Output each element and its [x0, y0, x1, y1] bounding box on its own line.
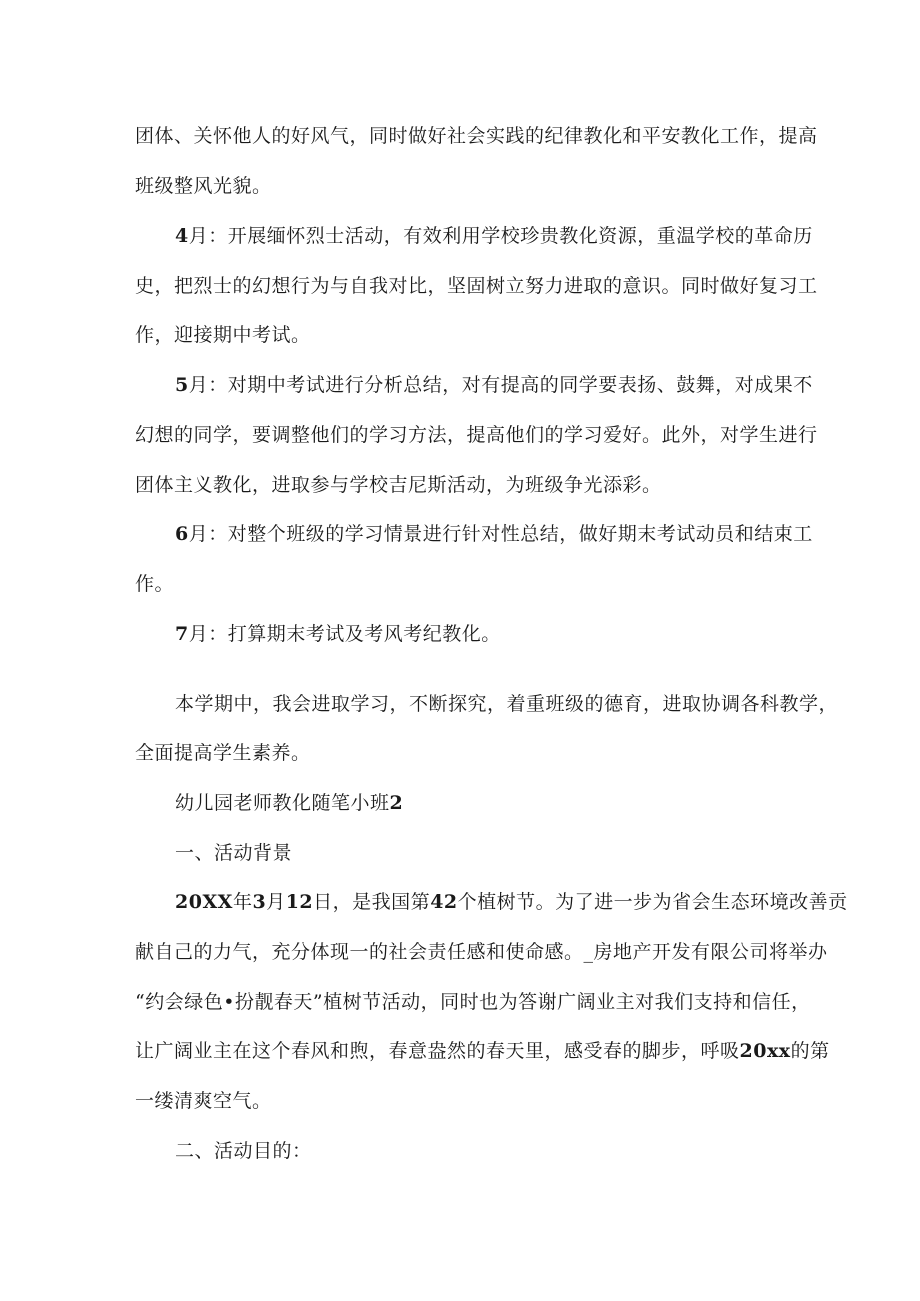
may-text-1: 月：对期中考试进行分析总结，对有提高的同学要表扬、鼓舞，对成果不: [188, 374, 813, 396]
july-line-1: [175, 622, 785, 646]
background-line-4: [135, 1039, 830, 1063]
april-line-2: 史，把烈士的幻想行为与自我对比，坚固树立努力进取的意识。同时做好复习工: [135, 275, 818, 297]
background-line-2: 献自己的力气，充分体现一的社会责任感和使命感。_房地产开发有限公司将举办: [135, 941, 828, 963]
background-line-5: 一缕清爽空气。: [135, 1090, 272, 1112]
summary-line-2: 全面提高学生素养。: [135, 742, 311, 764]
paragraph-1-line-1: 团体、关怀他人的好风气，同时做好社会实践的纪律教化和平安教化工作，提高: [135, 125, 818, 147]
month-value: 3: [252, 891, 267, 913]
day-value: 12: [285, 891, 314, 913]
background-line-1: [175, 890, 848, 914]
year-value: 20XX: [175, 891, 233, 913]
may-line-2: 幻想的同学，要调整他们的学习方法，提高他们的学习爱好。此外，对学生进行: [135, 424, 818, 446]
heading-activity-purpose: 二、活动目的：: [175, 1140, 312, 1162]
section-title-number: 2: [389, 792, 404, 814]
tree-day-count: 42: [430, 891, 458, 913]
june-text-1: 月：对整个班级的学习情景进行针对性总结，做好期末考试动员和结束工: [188, 523, 813, 545]
april-text-1: 月：开展缅怀烈士活动，有效利用学校珍贵教化资源，重温学校的革命历: [188, 225, 813, 247]
july-text-1: 月：打算期末考试及考风考纪教化。: [188, 623, 501, 645]
month-number-6: 6: [175, 523, 189, 545]
month-unit: 月: [266, 891, 286, 913]
april-line-1: [175, 224, 813, 248]
day-unit: 日: [313, 891, 333, 913]
june-line-2: 作。: [135, 573, 175, 595]
background-text-4b: 的第: [790, 1040, 830, 1062]
section-title: [175, 791, 785, 815]
april-line-3: 作，迎接期中考试。: [135, 324, 311, 346]
heading-activity-background: 一、活动背景: [175, 842, 293, 864]
background-text-4a: 让广阔业主在这个春风和煦，春意盎然的春天里，感受春的脚步，呼吸: [135, 1040, 740, 1062]
may-line-3: 团体主义教化，进取参与学校吉尼斯活动，为班级争光添彩。: [135, 474, 662, 496]
paragraph-1-line-2: 班级整风光貌。: [135, 175, 272, 197]
month-number-5: 5: [175, 374, 189, 396]
background-line-3: “约会绿色•扮靓春天”植树节活动，同时也为答谢广阔业主对我们支持和信任，: [135, 991, 811, 1013]
background-text-1a: ，是我国第: [332, 891, 431, 913]
section-title-text: 幼儿园老师教化随笔小班: [175, 792, 390, 814]
month-number-4: 4: [175, 225, 189, 247]
background-text-1b: 个植树节。为了进一步为省会生态环境改善贡: [457, 891, 848, 913]
month-number-7: 7: [175, 623, 189, 645]
may-line-1: [175, 373, 813, 397]
june-line-1: [175, 522, 813, 546]
year-unit: 年: [232, 891, 253, 913]
summary-line-1: 本学期中，我会进取学习，不断探究，着重班级的德育，进取协调各科教学，: [175, 693, 839, 715]
year-20xx: 20xx: [739, 1040, 791, 1062]
